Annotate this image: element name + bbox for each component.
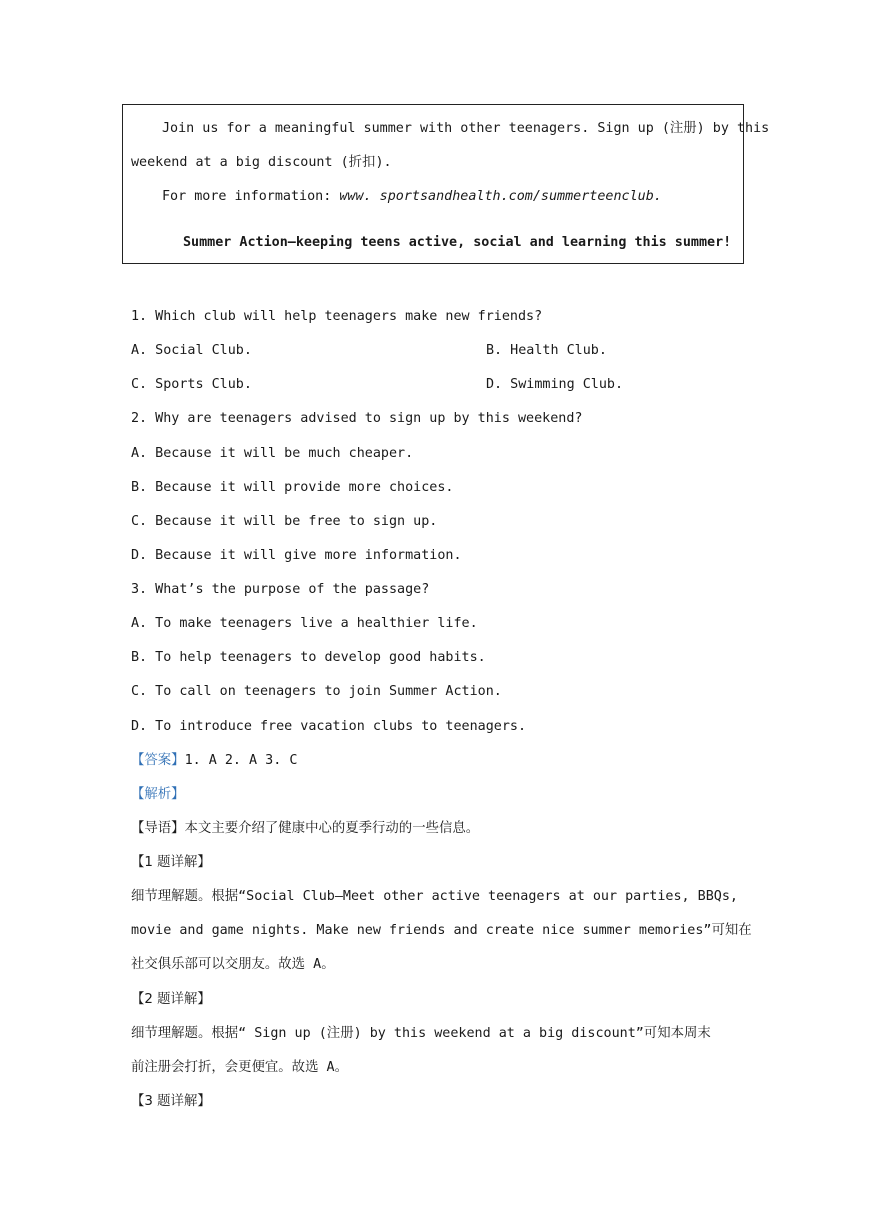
question-stem: 1. Which club will help teenagers make new friends? [131, 309, 543, 324]
guide-text: 【导语】本文主要介绍了健康中心的夏季行动的一些信息。 [131, 821, 480, 836]
info-prefix: For more information: [162, 189, 340, 204]
detail-heading: 【2 题详解】 [131, 992, 211, 1007]
option: B. Because it will provide more choices. [131, 480, 454, 495]
answer-line [131, 752, 297, 770]
option: C. Because it will be free to sign up. [131, 514, 438, 529]
question-stem: 3. What’s the purpose of the passage? [131, 582, 430, 597]
option: B. Health Club. [486, 343, 607, 358]
answer-label: 【答案】 [131, 753, 185, 768]
question-stem: 2. Why are teenagers advised to sign up by this weekend? [131, 411, 583, 426]
info-url: www. sportsandhealth.com/summerteenclub. [339, 189, 662, 204]
option: A. Social Club. [131, 343, 252, 358]
analysis-label: 【解析】 [131, 787, 185, 802]
slogan: Summer Action—keeping teens active, social and learning this summer! [183, 235, 732, 250]
option: D. Swimming Club. [486, 377, 624, 392]
option: D. To introduce free vacation clubs to teenagers. [131, 719, 527, 734]
option: C. Sports Club. [131, 377, 252, 392]
detail-text: 社交俱乐部可以交朋友。故选 A。 [131, 957, 335, 972]
detail-heading: 【3 题详解】 [131, 1094, 211, 1109]
detail-text: movie and game nights. Make new friends and create nice summer memories”可知在 [131, 923, 752, 938]
detail-text: 细节理解题。根据“ Sign up (注册) by this weekend at a big discount”可知本周末 [131, 1026, 711, 1041]
option: C. To call on teenagers to join Summer Action. [131, 684, 502, 699]
detail-text: 细节理解题。根据“Social Club—Meet other active teenagers at our parties, BBQs, [131, 889, 738, 904]
info-line [162, 188, 662, 206]
passage-line: weekend at a big discount (折扣). [131, 155, 392, 170]
answer-text: 1. A 2. A 3. C [184, 753, 298, 768]
option: A. Because it will be much cheaper. [131, 446, 414, 461]
option: A. To make teenagers live a healthier life. [131, 616, 478, 631]
option: D. Because it will give more information. [131, 548, 462, 563]
detail-text: 前注册会打折，会更便宜。故选 A。 [131, 1060, 348, 1075]
detail-heading: 【1 题详解】 [131, 855, 211, 870]
passage-line: Join us for a meaningful summer with other teenagers. Sign up (注册) by this [162, 121, 770, 136]
option: B. To help teenagers to develop good habits. [131, 650, 486, 665]
